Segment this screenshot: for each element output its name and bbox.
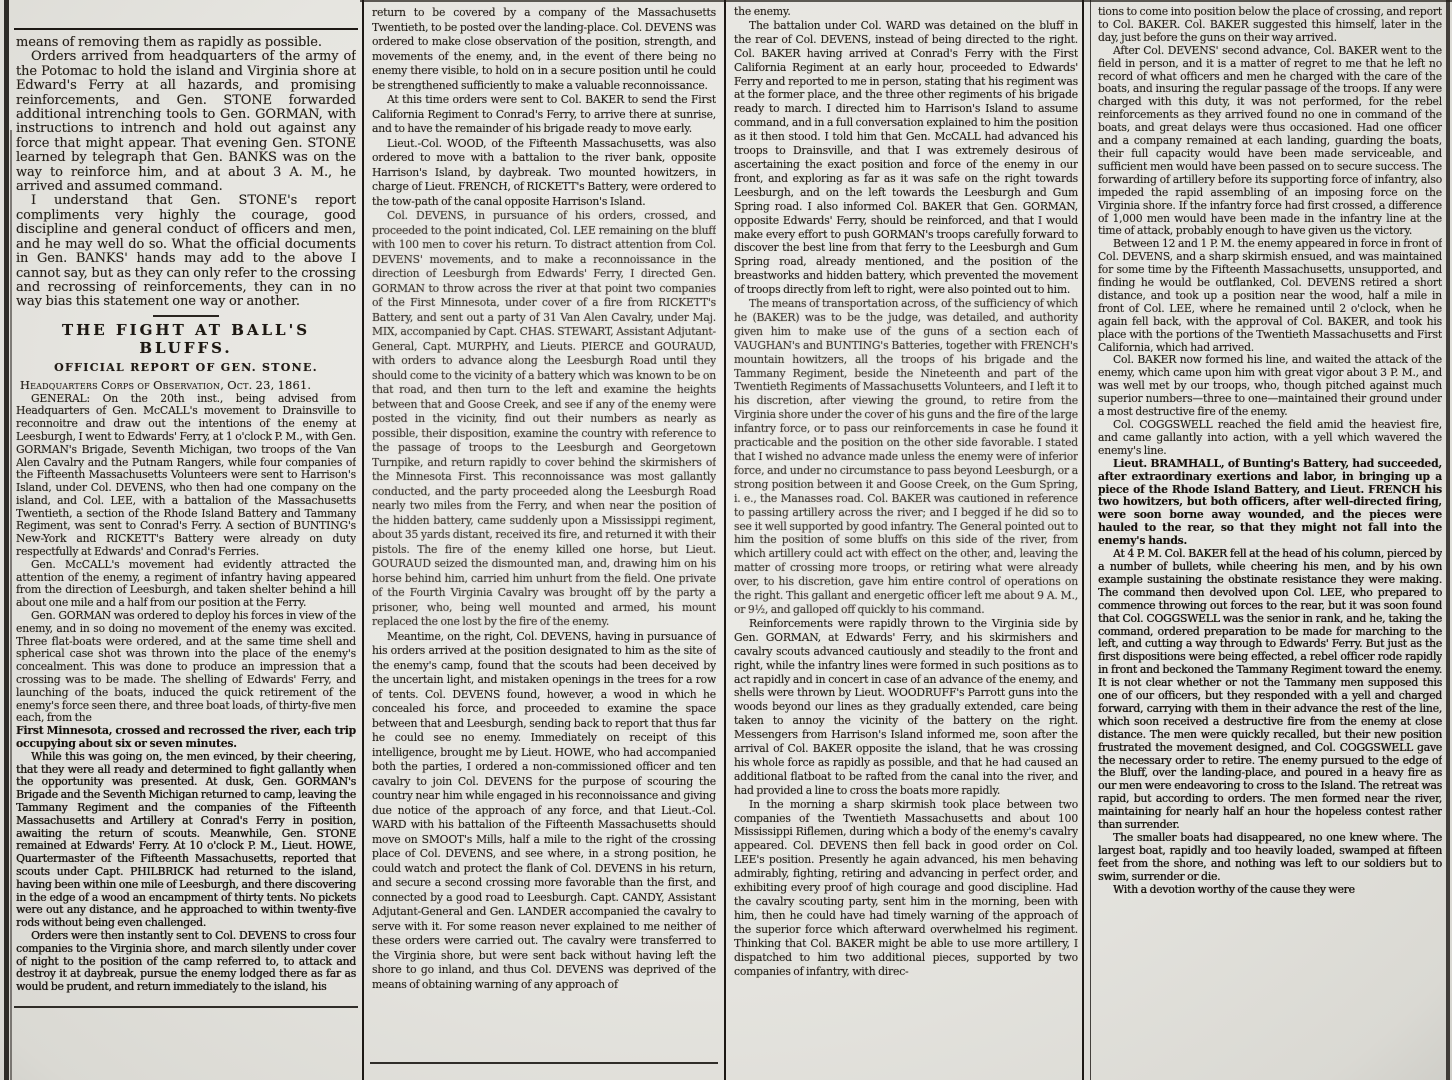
article-paragraph: Col. DEVENS, in pursuance of his orders, crossed, and proceeded to the point indicated, Col. LEE remaining on the bluff with 100 men to cover his return. To distract attention from Col. DEVENS' movements, and to make a reconnoissance in the direction of Leesburgh from Edwards' Ferry, I directed Gen. GORMAN to throw across the river at that point two companies of the First Minnesota, under cover of a fire from RICKETT's Battery, and sent out a party of 31 Van Alen Cavalry, under Maj. MIX, accompanied by Capt. CHAS. STEWART, Assistant Adjutant-General, Capt. MURPHY, and Lieuts. PIERCE and GOURAUD, with orders to advance along the Leesburgh Road until they should come to the vicinity of a battery which was known to be on that road, and then turn to the left and examine the heights between that and Goose Creek, and see if any of the enemy were posted in the vicinity, find out their numbers as nearly as possible, their disposition, examine the country with reference to the passage of troops to the Leesburgh and Georgetown Turnpike, and return rapidly to cover behind the skirmishers of the Minnesota First. This reconnoissance was most gallantly conducted, and the party proceeded along the Leesburgh Road nearly two miles from the Ferry, and when near the position of the hidden battery, came suddenly upon a Mississippi regiment, about 35 yards distant, received its fire, and returned it with their pistols. The fire of the enemy killed one horse, but Lieut. GOURAUD seized the dismounted man, and, drawing him on his horse behind him, carried him unhurt from the field. One private of the Fourth Virginia Cavalry was brought off by the party a prisoner, who, being well mounted and armed, his mount replaced the one lost by the fire of the enemy. (372, 209, 716, 628)
column-rule-1-2 (362, 0, 364, 1080)
column-1-top-rule (14, 28, 358, 30)
article-paragraph: At this time orders were sent to Col. BAKER to send the First California Regiment to Conrad's Ferry, to arrive there at sunrise, and to have the remainder of his brigade ready to move early. (372, 93, 716, 135)
article-paragraph: With a devotion worthy of the cause they were (1113, 882, 1355, 896)
article-paragraph: GENERAL: On the 20th inst., being advised from Headquarters of Gen. McCALL's movement to Drainsville to reconnoitre and draw out the intentions of the enemy at Leesburgh, I went to Edwards' Ferry, at 1 o'clock P. M., with Gen. GORMAN's Brigade, Seventh Michigan, two troops of the Van Alen Cavalry and the Putnam Rangers, while four companies of the Fifteenth Massachusetts Volunteers were sent to Harrison's Island, under Col. DEVENS, who then had one company on the island, and Col. LEE, with a battalion of the Massachusetts Twentieth, a section of the Rhode Island Battery and Tammany Regiment, was sent to Conrad's Ferry. A section of BUNTING's New-York and RICKETT's Battery were already on duty respectfully at Edwards' and Conrad's Ferries. (16, 391, 356, 559)
article-paragraph: The smaller boats had disappeared, no one knew where. The largest boat, rapidly and too heavily loaded, swamped at fifteen feet from the shore, and nothing was left to our soldiers but to swim, surrender or die. (1098, 831, 1442, 883)
article-paragraph: After Col. DEVENS' second advance, Col. BAKER went to the field in person, and it is a matter of regret to me that he left no record of what officers and men he charged with the care of the boats, and insuring the regular passage of the troops. If any were charged with this duty, it was not performed, for the rebel reinforcements as they arrived found no one in command of the boats, and great delays were thus occasioned. Had one officer and a company remained at each landing, guarding the boats, their full capacity would have been made serviceable, and sufficient men would have been passed on to secure success. The forwarding of artillery before its supporting force of infantry, also impeded the rapid assembling of an imposing force on the Virginia shore. If the infantry force had first crossed, a difference of 1,000 men would have been made in the infantry line at the time of attack, probably enough to have given us the victory. (1098, 43, 1442, 238)
scan-edge-top (360, 0, 1452, 2)
article-paragraph: Lieut.-Col. WOOD, of the Fifteenth Massachusetts, was also ordered to move with a battalion to the river bank, opposite Harrison's Island, by daybreak. Two mounted howitzers, in charge of Lieut. FRENCH, of RICKETT's Battery, were ordered to the tow-path of the canal opposite Harrison's Island. (372, 136, 716, 208)
article-paragraph: Orders arrived from headquarters of the army of the Potomac to hold the island and Virginia shore at Edward's Ferry at all hazards, and promising reinforcements, and Gen. STONE forwarded additional intrenching tools to Gen. GORMAN, with instructions to intrench and hold out against any force that might appear. That evening Gen. STONE learned by telegraph that Gen. BANKS was on the way to reinforce him, and at about 3 A. M., he arrived and assumed command. (16, 49, 356, 195)
article-paragraph: Reinforcements were rapidly thrown to the Virginia side by Gen. GORMAN, at Edwards' Ferry, and his skirmishers and cavalry scouts advanced cautiously and steadily to the front and right, while the infantry lines were formed in such positions as to act rapidly and in concert in case of an advance of the enemy, and shells were thrown by Lieut. WOODRUFF's Parrott guns into the woods beyond our lines as they gradually extended, care being taken to annoy the vicinity of the battery on the right. Messengers from Harrison's Island informed me, soon after the arrival of Col. BAKER opposite the island, that he was crossing his whole force as rapidly as possible, and that he had caused an additional flatboat to be rafted from the canal into the river, and had provided a line to cross the boats more rapidly. (734, 616, 1078, 797)
column-rule-3-4-outer (1082, 0, 1084, 1080)
section-divider-rule (153, 315, 219, 317)
article-paragraph: The means of transportation across, of the sufficiency of which he (BAKER) was to be the judge, was detailed, and authority given him to make use of the guns of a section each of VAUGHAN's and BUNTING's Batteries, together with FRENCH's mountain howitzers, all the troops of his brigade and the Tammany Regiment, beside the Nineteenth and part of the Twentieth Regiments of Massachusetts Volunteers, and I left it to his discretion, after viewing the ground, to retire from the Virginia shore under the cover of his guns and the fire of the large infantry force, or to pass our reinforcements in case he found it practicable and the position on the other side favorable. I stated that I wished no advance made unless the enemy were of inferior force, and under no circumstance to pass beyond Leesburgh, or a strong position between it and Goose Creek, on the Gum Spring, i. e., the Manasses road. Col. BAKER was cautioned in reference to passing artillery across the river; and I begged if he did so to see it well supported by good infantry. The General pointed out to him the position of some bluffs on this side of the river, from which artillery could act with effect on the other, and, leaving the matter of crossing more troops, or retiring what were already over, to his discretion, gave him entire control of operations on the right. This gallant and energetic officer left me about 9 A. M., or 9½, and galloped off quickly to his command. (734, 297, 1078, 616)
column-4 (1098, 6, 1442, 1076)
article-headline: THE FIGHT AT BALL'S BLUFFS. (61, 320, 311, 357)
article-paragraph: In the morning a sharp skirmish took place between two companies of the Twentieth Massachusetts and about 100 Mississippi Riflemen, during which a body of the enemy's cavalry appeared. Col. DEVENS then fell back in good order on Col. LEE's position. Presently he again advanced, his men behaving admirably, fighting, retiring and advancing in perfect order, and exhibiting every proof of high courage and good discipline. Had the cavalry scouting party, sent him in the morning, been with him, then he could have had timely warning of the approach of the superior force which afterward overwhelmed his regiment. Thinking that Col. BAKER might be able to use more artillery, I dispatched to him two additional pieces, supported by two companies of infantry, with direc- (734, 797, 1078, 978)
column-1 (16, 36, 356, 1008)
scan-edge-left-inner (10, 130, 12, 1080)
article-paragraph: tions to come into position below the place of crossing, and report to Col. BAKER. Col. BAKER suggested this himself, later in the day, just before the guns on their way arrived. (1098, 6, 1442, 44)
column-3 (734, 5, 1078, 1078)
article-paragraph: Lieut. BRAMHALL, of Bunting's Battery, had succeeded, after extraordinary exertions and labor, in bringing up a piece of the Rhode Island Battery, and Lieut. FRENCH his two howitzers, but both officers, after well-directed firing, were soon borne away wounded, and the pieces were hauled to the rear, so that they might not fall into the enemy's hands. (1098, 456, 1442, 548)
article-paragraph: Col. BAKER now formed his line, and waited the attack of the enemy, which came upon him with great vigor about 3 P. M., and was well met by our troops, who, though pitched against much superior numbers—three to one—maintained their ground under a most destructive fire of the enemy. (1098, 353, 1442, 419)
article-paragraph: Meantime, on the right, Col. DEVENS, having in pursuance of his orders arrived at the position designated to him as the site of the enemy's camp, found that the scouts had been deceived by the uncertain light, and mistaken openings in the trees for a row of tents. Col. DEVENS found, however, a wood in which he concealed his force, and proceeded to examine the space between that and Leesburgh, sending back to report that thus far he could see no enemy. Immediately on receipt of this intelligence, brought me by Lieut. HOWE, who had accompanied both the parties, I ordered a non-commissioned officer and ten cavalry to join Col. DEVENS for the purpose of scouring the country near him while engaged in his reconnoissance and giving due notice of the approach of any force, and that Lieut.-Col. WARD with his battalion of the Fifteenth Massachusetts should move on SMOOT's Mills, half a mile to the right of the crossing place of Col. DEVENS, and see where, in a strong position, he could watch and protect the flank of Col. DEVENS in his return, and secure a second crossing more favorable than the first, and connected by a good road to Leesburgh. Capt. CANDY, Assistant Adjutant-General and Gen. LANDER accompanied the cavalry to serve with it. For some reason never explained to me neither of these orders were carried out. The cavalry were transferred to the Virginia shore, but were sent back without having left the shore to go inland, and thus Col. DEVENS was deprived of the means of obtaining warning of any approach of (372, 629, 716, 991)
article-paragraph: Gen. McCALL's movement had evidently attracted the attention of the enemy, a regiment of infantry having appeared from the direction of Leesburgh, and taken shelter behind a hill about one mile and a half from our position at the Ferry. (16, 557, 356, 610)
article-subhead: OFFICIAL REPORT OF GEN. STONE. (54, 360, 318, 374)
column-rule-2-3 (724, 0, 726, 1080)
article-paragraph: return to be covered by a company of the Massachusetts Twentieth, to be posted over the landing-place. Col. DEVENS was ordered to make close observation of the position, strength, and movements of the enemy, and, in the event of there being no enemy there visible, to hold on in a secure position until he could be strengthened sufficiently to make a valuable reconnoissance. (372, 6, 716, 92)
article-paragraph: At 4 P. M. Col. BAKER fell at the head of his column, pierced by a number of bullets, while cheering his men, and by his own example sustaining the obstinate resistance they were making. The command then devolved upon Col. LEE, who prepared to commence throwing out forces to the rear, but it was soon found that Col. COGGSWELL was the senior in rank, and he, taking the command, ordered preparation to be made for marching to the left, and cutting a way through to Edwards' Ferry. But just as the first dispositions were being effected, a rebel officer rode rapidly in front and beckoned the Tammany Regiment toward the enemy. It is not clear whether or not the Tammany men supposed this one of our officers, but they responded with a yell and charged forward, carrying with them in their advance the rest of the line, which soon received a destructive fire from the enemy at close distance. The men were quickly recalled, but their new position frustrated the movement designed, and Col. COGGSWELL gave the necessary order to retire. The enemy pursued to the edge of the Bluff, over the landing-place, and poured in a heavy fire as our men were endeavoring to cross to the Island. The retreat was rapid, but according to orders. The men formed near the river, maintaining for nearly half an hour the hopeless contest rather than surrender. (1098, 547, 1442, 832)
article-dateline: Headquarters Corps of Observation, Oct. 23, 1861. (20, 377, 312, 392)
article-paragraph: the enemy. (734, 5, 791, 18)
article-paragraph: means of removing them as rapidly as possible. (16, 36, 322, 50)
article-paragraph: Between 12 and 1 P. M. the enemy appeared in force in front of Col. DEVENS, and a sharp skirmish ensued, and was maintained for some time by the Fifteenth Massachusetts, unsupported, and finding he would be outflanked, Col. DEVENS retired a short distance, and took up a position near the wood, half a mile in front of Col. LEE, where he remained until 2 o'clock, when he again fell back, with the approval of Col. BAKER, and took his place with the portions of the Twentieth Massachusetts and First California, which had arrived. (1098, 237, 1442, 354)
column-rule-3-4-inner (1090, 0, 1091, 1080)
column-2 (372, 6, 716, 1064)
article-paragraph: Orders were then instantly sent to Col. DEVENS to cross four companies to the Virginia shore, and march silently under cover of night to the position of the camp referred to, to attack and destroy it at daybreak, pursue the enemy lodged there as far as would be prudent, and return immediately to the island, his (16, 928, 356, 994)
article-paragraph: First Minnesota, crossed and recrossed the river, each trip occupying about six or seven minutes. (16, 724, 356, 751)
article-paragraph: Col. COGGSWELL reached the field amid the heaviest fire, and came gallantly into action, with a yell which wavered the enemy's line. (1098, 418, 1442, 457)
article-paragraph: I understand that Gen. STONE's report compliments very highly the courage, good discipline and general conduct of officers and men, and he may well do so. What the official documents in Gen. BANKS' hands may add to the above I cannot say, but as they can only refer to the crossing and recrossing of reinforcements, they can in no way bias this statement one way or another. (16, 193, 356, 310)
scan-edge-right (1446, 0, 1450, 1080)
article-paragraph: The battalion under Col. WARD was detained on the bluff in the rear of Col. DEVENS, instead of being directed to the right. Col. BAKER having arrived at Conrad's Ferry with the First California Regiment at an early hour, proceeded to Edwards' Ferry and reported to me in person, stating that his regiment was at the former place, and the three other regiments of his brigade ready to march. I directed him to Harrison's Island to assume command, and in a full conversation explained to him the position as it then stood. I told him that Gen. McCALL had advanced his troops to Drainsville, and that I was extremely desirous of ascertaining the exact position and force of the enemy in our front, and exploring as far as it was safe on the right towards Leesburgh, and on the left towards the Leesburgh and Gum Spring road. I also informed Col. BAKER that Gen. GORMAN, opposite Edwards' Ferry, should be reinforced, and that I would make every effort to push GORMAN's troops carefully forward to discover the best line from that ferry to the Leesburgh and Gum Spring road, already mentioned, and the position of the breastworks and hidden battery, which prevented the movement of troops directly from left to right, were also pointed out to him. (734, 18, 1078, 297)
article-paragraph: While this was going on, the men evinced, by their cheering, that they were all ready and determined to fight gallantly when the opportunity was presented. At dusk, Gen. GORMAN's Brigade and the Seventh Michigan returned to camp, leaving the Tammany Regiment and the companies of the Fifteenth Massachusetts and Artillery at Conrad's Ferry in position, awaiting the return of scouts. Meanwhile, Gen. STONE remained at Edwards' Ferry. At 10 o'clock P. M., Lieut. HOWE, Quartermaster of the Fifteenth Massachusetts, reported that scouts under Capt. PHILBRICK had returned to the island, having been within one mile of Leesburgh, and there discovering in the edge of a wood an encampment of thirty tents. No pickets were out any distance, and he approached to within twenty-five rods without being even challenged. (16, 749, 356, 930)
scan-edge-left (4, 0, 9, 1080)
article-paragraph: Gen. GORMAN was ordered to deploy his forces in view of the enemy, and in so doing no movement of the enemy was excited. Three flat-boats were ordered, and at the same time shell and spherical case shot was thrown into the place of the enemy's concealment. This was done to produce an impression that a crossing was to be made. The shelling of Edwards' Ferry, and launching of the boats, induced the quick retirement of the enemy's force seen there, and three boat loads, of thirty-five men each, from the (16, 609, 356, 725)
